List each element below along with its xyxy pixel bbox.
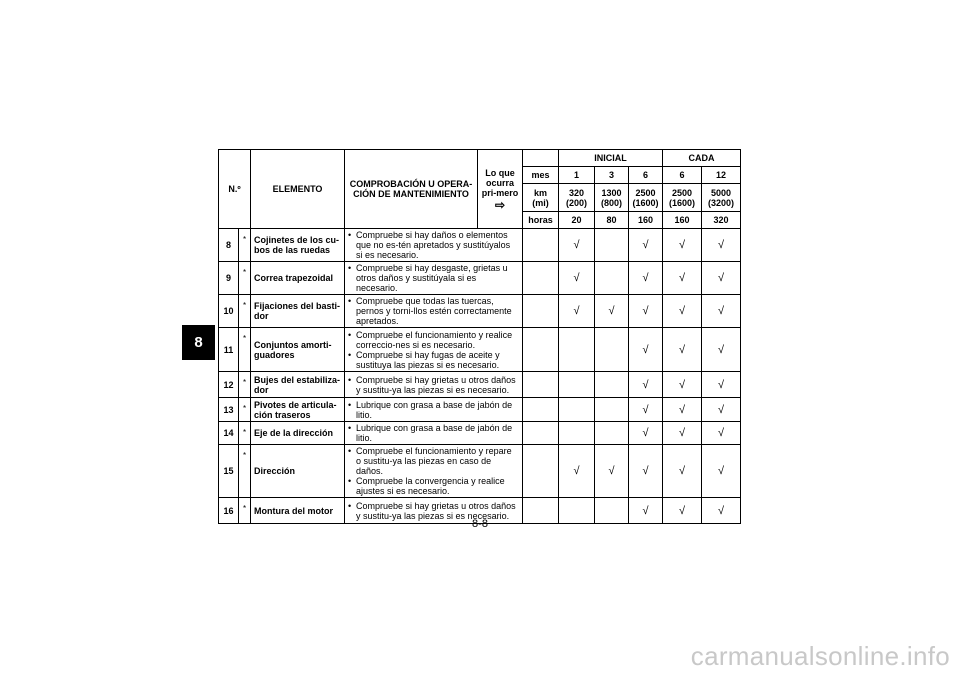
check-mark: √	[702, 422, 741, 445]
header-horas-4: 320	[702, 212, 741, 229]
header-cada: CADA	[663, 150, 741, 167]
row-number: 13	[219, 398, 239, 422]
table-row	[219, 445, 741, 498]
description-list	[348, 330, 519, 370]
header-mes-4: 12	[702, 167, 741, 184]
row-spacer	[523, 445, 559, 498]
header-mes-3: 6	[663, 167, 702, 184]
check-mark: √	[702, 498, 741, 524]
description-item: • Compruebe si hay grietas u otros daños y sustitu-ya las piezas si es necesario.	[348, 375, 519, 395]
check-mark	[595, 372, 629, 398]
header-mes-0: 1	[559, 167, 595, 184]
row-spacer	[523, 328, 559, 372]
check-mark	[595, 422, 629, 445]
check-mark: √	[702, 445, 741, 498]
check-mark: √	[559, 229, 595, 262]
table-row	[219, 295, 741, 328]
row-number: 14	[219, 422, 239, 445]
header-km-1: 1300 (800)	[595, 184, 629, 212]
check-mark: √	[595, 295, 629, 328]
asterisk-mark: *	[239, 262, 251, 295]
row-element: Conjuntos amorti-guadores	[251, 328, 345, 372]
check-mark	[595, 398, 629, 422]
header-horas-2: 160	[629, 212, 663, 229]
header-horas-1: 80	[595, 212, 629, 229]
row-element: Montura del motor	[251, 498, 345, 524]
row-number: 15	[219, 445, 239, 498]
row-number: 11	[219, 328, 239, 372]
check-mark: √	[595, 445, 629, 498]
row-spacer	[523, 372, 559, 398]
description-item: • Compruebe si hay daños o elementos que no es-tén apretados y sustitúyalos si es necesario.	[348, 230, 519, 260]
check-mark	[595, 229, 629, 262]
description-item: • Compruebe si hay desgaste, grietas u otros daños y sustitúyala si es necesario.	[348, 263, 519, 293]
arrow-right-icon: ⇨	[494, 198, 506, 212]
description-list	[348, 263, 519, 293]
table-row	[219, 229, 741, 262]
header-element: ELEMENTO	[251, 150, 345, 229]
check-mark	[595, 328, 629, 372]
header-km-label: km (mi)	[523, 184, 559, 212]
row-element: Correa trapezoidal	[251, 262, 345, 295]
check-mark: √	[702, 372, 741, 398]
check-mark: √	[702, 398, 741, 422]
row-element: Dirección	[251, 445, 345, 498]
check-mark	[559, 398, 595, 422]
check-mark: √	[629, 422, 663, 445]
row-description	[345, 445, 523, 498]
row-number: 8	[219, 229, 239, 262]
row-element: Bujes del estabiliza-dor	[251, 372, 345, 398]
row-number: 10	[219, 295, 239, 328]
maintenance-table	[218, 149, 741, 524]
row-description	[345, 398, 523, 422]
check-mark: √	[663, 262, 702, 295]
header-km-3: 2500 (1600)	[663, 184, 702, 212]
check-mark: √	[559, 295, 595, 328]
page-number: 8-8	[472, 518, 488, 530]
check-mark: √	[629, 229, 663, 262]
check-mark: √	[629, 498, 663, 524]
check-mark: √	[629, 372, 663, 398]
header-inicial: INICIAL	[559, 150, 663, 167]
asterisk-mark: *	[239, 229, 251, 262]
asterisk-mark: *	[239, 372, 251, 398]
description-list	[348, 375, 519, 395]
row-description	[345, 328, 523, 372]
description-item: • Lubrique con grasa a base de jabón de litio.	[348, 400, 519, 420]
check-mark: √	[629, 262, 663, 295]
description-list	[348, 446, 519, 496]
row-spacer	[523, 398, 559, 422]
check-mark: √	[663, 398, 702, 422]
row-element: Eje de la dirección	[251, 422, 345, 445]
check-mark: √	[663, 422, 702, 445]
check-mark: √	[663, 498, 702, 524]
table-row	[219, 422, 741, 445]
description-item: • Compruebe la convergencia y realice ajustes si es necesario.	[348, 476, 519, 496]
asterisk-mark: *	[239, 422, 251, 445]
header-horas-0: 20	[559, 212, 595, 229]
check-mark: √	[629, 328, 663, 372]
header-km-2: 2500 (1600)	[629, 184, 663, 212]
row-description	[345, 229, 523, 262]
check-mark: √	[702, 229, 741, 262]
check-mark	[559, 422, 595, 445]
header-whichever-label: Lo que ocurra pri-mero	[481, 168, 519, 198]
check-mark: √	[702, 295, 741, 328]
header-horas-3: 160	[663, 212, 702, 229]
asterisk-mark: *	[239, 398, 251, 422]
check-mark: √	[663, 295, 702, 328]
check-mark: √	[629, 398, 663, 422]
check-mark	[595, 262, 629, 295]
description-item: • Compruebe el funcionamiento y repare o sustitu-ya las piezas en caso de daños.	[348, 446, 519, 476]
table-row	[219, 372, 741, 398]
check-mark: √	[629, 295, 663, 328]
description-item: • Compruebe que todas las tuercas, pernos y torni-llos estén correctamente apretados.	[348, 296, 519, 326]
row-element: Pivotes de articula-ción traseros	[251, 398, 345, 422]
header-mes-2: 6	[629, 167, 663, 184]
header-horas-label: horas	[523, 212, 559, 229]
check-mark: √	[559, 445, 595, 498]
check-mark: √	[559, 262, 595, 295]
check-mark: √	[702, 262, 741, 295]
row-number: 9	[219, 262, 239, 295]
row-description	[345, 422, 523, 445]
description-list	[348, 423, 519, 443]
table-body	[219, 229, 741, 524]
asterisk-mark: *	[239, 445, 251, 498]
row-element: Cojinetes de los cu-bos de las ruedas	[251, 229, 345, 262]
table-row	[219, 398, 741, 422]
description-item: • Lubrique con grasa a base de jabón de litio.	[348, 423, 519, 443]
description-list	[348, 230, 519, 260]
check-mark: √	[663, 372, 702, 398]
asterisk-mark: *	[239, 328, 251, 372]
check-mark: √	[663, 445, 702, 498]
check-mark: √	[702, 328, 741, 372]
description-list	[348, 400, 519, 420]
watermark: carmanualsonline.info	[690, 641, 950, 671]
description-item: • Compruebe el funcionamiento y realice correccio-nes si es necesario.	[348, 330, 519, 350]
description-item: • Compruebe si hay grietas u otros daños y sustitu-ya las piezas si es necesario.	[348, 501, 519, 521]
row-description	[345, 295, 523, 328]
check-mark	[559, 372, 595, 398]
table-row	[219, 328, 741, 372]
row-description	[345, 262, 523, 295]
header-mes-label: mes	[523, 167, 559, 184]
header-km-0: 320 (200)	[559, 184, 595, 212]
row-spacer	[523, 422, 559, 445]
asterisk-mark: *	[239, 295, 251, 328]
row-element: Fijaciones del basti-dor	[251, 295, 345, 328]
chapter-tab: 8	[182, 325, 215, 360]
row-number: 16	[219, 498, 239, 524]
check-mark	[559, 328, 595, 372]
check-mark: √	[663, 328, 702, 372]
asterisk-mark: *	[239, 498, 251, 524]
row-description	[345, 372, 523, 398]
description-list	[348, 296, 519, 326]
header-mes-1: 3	[595, 167, 629, 184]
check-mark: √	[629, 445, 663, 498]
description-item: • Compruebe si hay fugas de aceite y sustituya las piezas si es necesario.	[348, 350, 519, 370]
row-spacer	[523, 262, 559, 295]
row-spacer	[523, 229, 559, 262]
row-number: 12	[219, 372, 239, 398]
header-km-4: 5000 (3200)	[702, 184, 741, 212]
row-spacer	[523, 295, 559, 328]
header-no: N.º	[219, 150, 251, 229]
header-check: COMPROBACIÓN U OPERA-CIÓN DE MANTENIMIENTO	[345, 150, 478, 229]
table-row	[219, 262, 741, 295]
header-whichever	[478, 150, 523, 229]
check-mark: √	[663, 229, 702, 262]
